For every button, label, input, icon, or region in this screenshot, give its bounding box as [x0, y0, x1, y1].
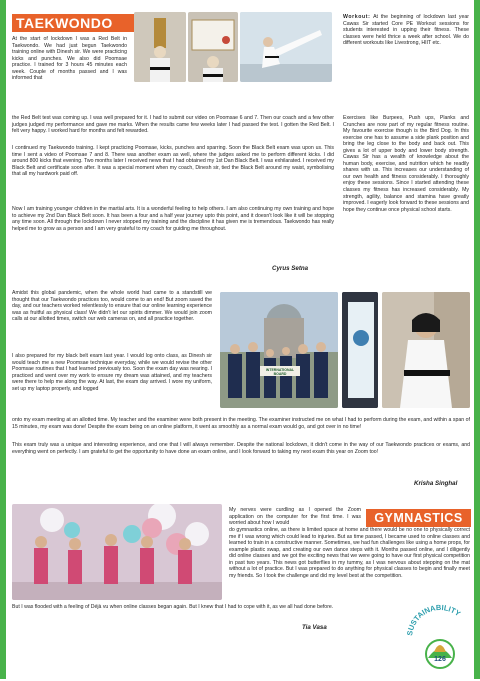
taekwondo-author: Cyrus Setna — [272, 265, 309, 272]
black-belt-photo — [382, 292, 470, 408]
gymnastics-author: Tia Vasa — [302, 624, 327, 631]
gymnastics-paragraph-intro: My nerves were curdling as I opened the Zoom application on the computer for the first time. I was worried about how I would — [229, 507, 361, 527]
krisha-paragraph-exam: I also prepared for my black belt exam last year. I would log onto class, as Dinesh sir would teach me a new Poomsae technique everyday, while we would revise the other Poomsae routines that I had learned previously too. Soon the exam day was nearing. I practiced and went over my work to ensure my dream was attained, and my teachers were there to help me along the way. At last, the exam day arrived. I wore my uniform, set up my laptop properly, and logged — [12, 353, 212, 392]
svg-text:SUSTAINABILITY — [405, 603, 462, 636]
trophy-photo — [134, 12, 186, 82]
workout-intro-text: At the beginning of lockdown last year Cawas Sir started Core PE Workout sessions for students interested in upping their fitness. These classes were held thrice a week after school. We do different workouts like Livestrong, HIIT etc. — [343, 14, 469, 47]
right-green-bar — [474, 0, 480, 679]
group-photo-banner: INTERNATIONAL BOARD — [265, 368, 295, 376]
workout-paragraph: Exercises like Burpees, Push ups, Planks and Crunches are now part of my regular fitness routine. My favourite exercise though is the Bird Dog. In this exercise one has to assume a side plank position and bring the leg close to the body and back out. This gives a lot of upper body and lower body strength. Cawas Sir has a wealth of knowledge about the human body, exercise, and nutrition which he readily shares with us. This increases our understanding of our own health and fitness considerably. I thoroughly enjoy these sessions. Since I started attending these classes my fitness has increased considerably. My strength, agility, balance and stamina have greatly improved. I eagerly look forward to these sessions and hope they continue once physical school starts. — [343, 115, 469, 213]
workout-intro — [343, 14, 469, 47]
left-green-bar — [0, 0, 6, 679]
gymnastics-photo — [12, 504, 222, 600]
certificate-photo — [188, 12, 238, 82]
workout-label: Workout: — [343, 14, 371, 20]
gymnastics-paragraph-main: do gymnastics online, as there is limited space at home and there would be no one to physically correct me if I was wrong which could lead to injuries. But as time passed, I became used to online classes and learned to train in a constructive manner. Sometimes, we had fun challenges like using a home props, for example plastic swap, and creating our own dance steps with it. Months passed online, and I diligently did online classes and we got the exciting news that we were going to have our first physical competition in past two years. This news got butterflies in my tummy, as I was nervous about stepping on the mat without a lot of practice. But I was prepared to do anything for physical classes to begin and finally meet my friends. So I took the challenge and did my level best at the competition. — [229, 527, 470, 579]
krisha-paragraph-zoom: Amidst this global pandemic, when the whole world had came to a standstill we thought that our Taekwondo practices too, would come to an end! But zoom saved the day, and our teachers worked relentlessly to ensure that our online learning experience was as fruitful as physical class! We didn't let our spirits dimmer. We would join zoom calls at our allotted times, switch our web cameras on, and all practice together. — [12, 290, 212, 323]
group-photo — [220, 292, 338, 408]
gymnastics-heading: GYMNASTICS — [366, 509, 471, 527]
kick-photo — [240, 12, 332, 82]
taekwondo-paragraph-training: Now I am training younger children in the martial arts. It is a wonderful feeling to help others. I am also continuing my own training and hope to achieve my 2nd Dan Black Belt soon. It has been a four and a half year journey upto this point, and it doesn't look like it will be stopping any time soon. All through the lockdown I never stopped my training and the discipline it has given me is tremendous. Taekwondo has really helped me to grow as a person and I am very grateful to my coach for guiding me throughout. — [12, 206, 334, 232]
sustainability-badge — [404, 594, 476, 676]
krisha-author: Krisha Singhal — [414, 480, 458, 487]
page-number: 126 — [434, 656, 446, 663]
flag-photo — [342, 292, 378, 408]
sustainability-word: SUSTAINABILITY — [405, 602, 463, 637]
taekwondo-paragraph-black-belt: I continued my Taekwondo training. I kept practicing Poomsae, kicks, punches and sparring. Soon the Black Belt exam was upon us. This time I sent a video of Poomsae 7 and 8. There was another exam as well, where the judges asked me to perform different kicks. I did around 800 kicks that evening. Two months later I received news that I had obtained my 1st Dan Black Belt. I was exhilarated. I received my Black Belt and certificate soon after. It was a special moment when my coach, Dinesh sir, tied the Black Belt around my waist, symbolising that all my hardwork paid off. — [12, 145, 334, 178]
krisha-paragraph-conclusion: This exam truly was a unique and interesting experience, and one that I will always remember. Despite the national lockdown, it didn't come in the way of our Taekwondo practices or exams, and everything went on perfectly. I am grateful to get the opportunity to have done an exam online, and I look forward to taking my next exam this year on Zoom too! — [12, 442, 470, 455]
taekwondo-paragraph-intro: At the start of lockdown I was a Red Belt in Taekwondo. We had just begun Taekwondo training online with Dinesh sir. We were practicing kicks and punches. We also did Poomsae practice. I trained for 3 hours 45 minutes each week. Couple of months passed and I was informed that — [12, 36, 127, 82]
taekwondo-heading: TAEKWONDO — [12, 14, 135, 32]
gymnastics-paragraph-conclusion: But I was flooded with a feeling of Déjà vu when online classes began again. But I knew that I had to cope with it, as we all had done before. — [12, 604, 334, 610]
krisha-paragraph-exam-continued: onto my exam meeting at an allotted time. My teacher and the examiner were both present in the meeting. The examiner instructed me on what I had to perform during the exam, and within a span of 15 minutes, my exam was done! Despite the exam being on an online platform, it went as smoothly as a normal exam would go, and got over in no time! — [12, 417, 470, 430]
taekwondo-paragraph-red-belt: the Red Belt test was coming up. I was well prepared for it. I had to submit our video on Poomsae 6 and 7. Then our coach and a few other judges judged my performance and gave me marks. When the results came few weeks later I had passed the test. I gotten the Red Belt. I felt very happy. I worked hard for months and felt rewarded. — [12, 115, 334, 135]
